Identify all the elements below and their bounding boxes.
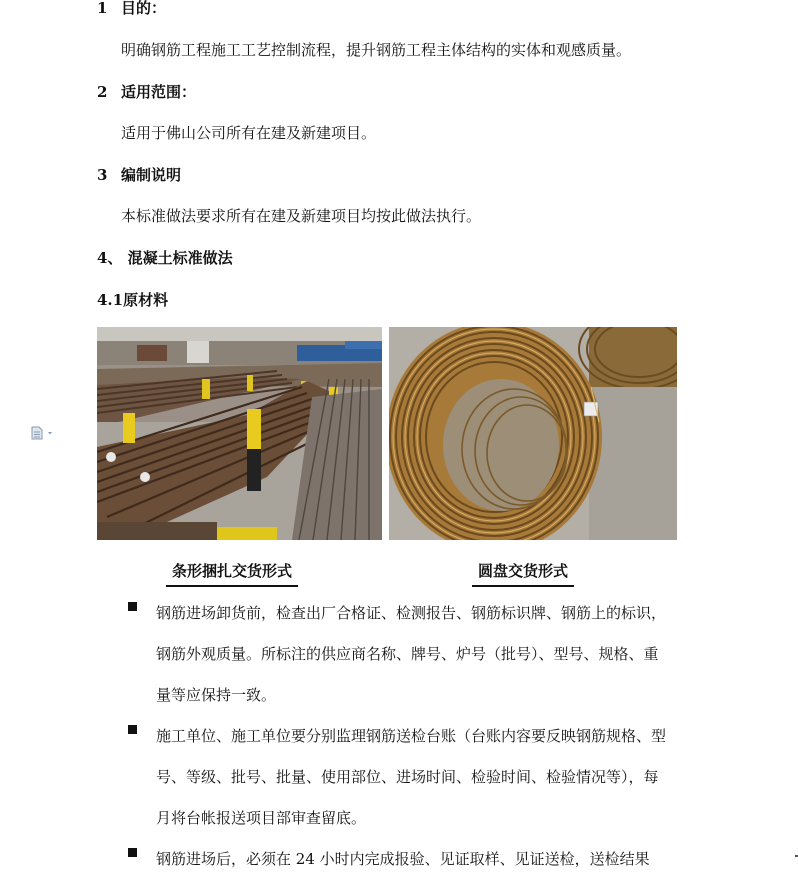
list-item-text: 施工单位、施工单位要分别监理钢筋送检台账（台账内容要反映钢筋规格、型号、等级、批号、批量、使用部位、进场时间、检验时间、检验情况等），每月将台帐报送项目部审查留底。	[156, 727, 667, 827]
section-2-body: 适用于佛山公司所有在建及新建项目。	[121, 124, 377, 142]
section-1-heading	[97, 0, 166, 18]
bundled-rebar-photo	[97, 327, 382, 540]
section-2-heading	[97, 81, 196, 102]
list-item	[128, 593, 668, 716]
figure-1-caption: 条形捆扎交货形式	[166, 560, 298, 587]
section-1-body: 明确钢筋工程施工工艺控制流程，提升钢筋工程主体结构的实体和观感质量。	[121, 41, 632, 59]
document-icon[interactable]	[30, 425, 58, 439]
section-3-title: 编制说明	[121, 166, 182, 184]
square-bullet-icon	[128, 602, 137, 611]
list-item	[128, 716, 668, 839]
section-3-body: 本标准做法要求所有在建及新建项目均按此做法执行。	[121, 207, 482, 225]
section-4-heading: 4、 混凝土标准做法	[97, 249, 233, 267]
list-item	[128, 839, 668, 880]
square-bullet-icon	[128, 848, 137, 857]
list-item-text: 钢筋进场后，必须在 24 小时内完成报验、见证取样、见证送检，送检结果	[156, 850, 650, 868]
square-bullet-icon	[128, 725, 137, 734]
section-1-title: 目的：	[121, 0, 167, 17]
section-1-number: 1	[97, 0, 108, 17]
coiled-rebar-photo	[389, 327, 677, 540]
section-2-title: 适用范围：	[121, 83, 197, 101]
section-3-number: 3	[97, 166, 108, 184]
subsection-4-1-heading: 4.1原材料	[97, 291, 169, 309]
section-3-heading	[97, 164, 181, 185]
list-item-text: 钢筋进场卸货前，检查出厂合格证、检测报告、钢筋标识牌、钢筋上的标识，钢筋外观质量。所标注的供应商名称、牌号、炉号（批号）、型号、规格、重量等应保持一致。	[156, 604, 667, 704]
section-2-number: 2	[97, 83, 108, 101]
figure-2-caption: 圆盘交货形式	[472, 560, 574, 587]
